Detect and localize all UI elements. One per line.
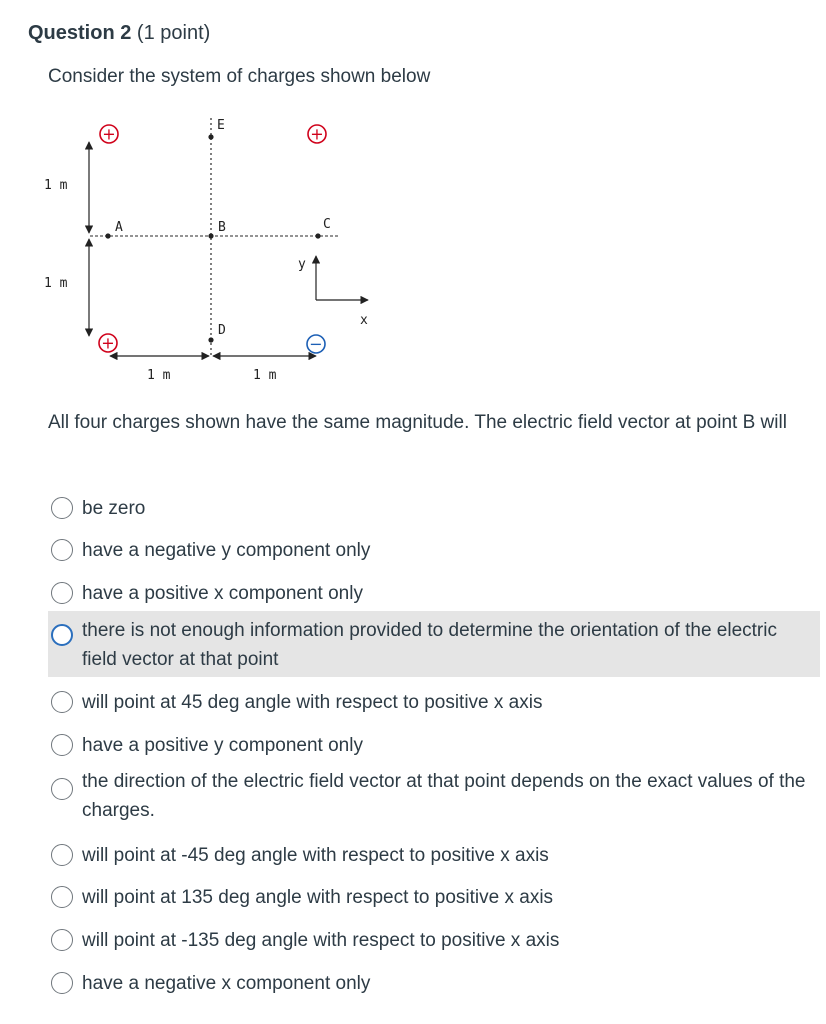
label-e: E [217,118,225,133]
answer-label[interactable]: there is not enough information provided to determine the orientation of the electric field vector at that point [82,620,777,670]
label-c: C [323,217,331,232]
radio-button[interactable] [51,929,73,951]
dim-label-left-top: 1 m [44,178,68,193]
charge-bottom-left [99,334,117,353]
dim-label-left-bottom: 1 m [44,276,68,291]
y-axis-label: y [298,257,306,272]
answer-option-4[interactable] [48,611,820,677]
question-number: Question 2 [28,22,132,44]
point-c-dot [315,233,320,238]
answer-option-1[interactable] [48,494,820,523]
point-e-dot [208,134,213,139]
answer-option-8[interactable] [48,841,820,870]
charge-bottom-right-sign: − [309,334,323,354]
radio-button[interactable] [51,844,73,866]
charge-top-right-sign: + [310,124,324,144]
radio-button[interactable] [51,886,73,908]
question-points: (1 point) [136,22,211,44]
answer-option-11[interactable] [48,969,820,998]
answer-label[interactable]: be zero [82,498,146,519]
answer-option-9[interactable] [48,883,820,912]
radio-button[interactable] [51,582,73,604]
radio-button[interactable] [51,972,73,994]
dim-label-bottom-left: 1 m [147,368,171,383]
radio-button[interactable] [51,778,73,800]
radio-button[interactable] [51,497,73,519]
radio-button[interactable] [51,734,73,756]
label-b: B [218,220,226,235]
answer-option-5[interactable] [48,688,820,717]
answer-label[interactable]: have a negative y component only [82,540,371,561]
answer-label[interactable]: will point at -45 deg angle with respect to positive x axis [82,845,549,866]
answer-option-7[interactable] [48,767,820,825]
charge-bottom-right [307,335,325,354]
charge-top-left-sign: + [102,124,116,144]
point-a-dot [105,233,110,238]
label-d: D [218,323,226,338]
answer-label[interactable]: have a positive x component only [82,583,363,604]
answer-label[interactable]: will point at -135 deg angle with respect to positive x axis [82,930,560,951]
answer-option-2[interactable] [48,536,820,565]
question-prompt: Consider the system of charges shown below [48,66,431,87]
x-axis-label: x [360,313,368,328]
answer-label[interactable]: the direction of the electric field vector at that point depends on the exact values of the charges. [82,771,806,821]
answer-label[interactable]: have a negative x component only [82,973,371,994]
answer-label[interactable]: have a positive y component only [82,735,363,756]
answer-option-10[interactable] [48,926,820,955]
charge-diagram [0,0,826,400]
answer-option-3[interactable] [48,579,820,608]
point-d-dot [208,337,213,342]
answer-option-6[interactable] [48,731,820,760]
question-stem: All four charges shown have the same magnitude. The electric field vector at point B will [48,412,787,433]
dim-label-bottom-right: 1 m [253,368,277,383]
radio-button[interactable] [51,624,73,646]
answer-label[interactable]: will point at 45 deg angle with respect to positive x axis [82,692,543,713]
radio-button[interactable] [51,691,73,713]
radio-button[interactable] [51,539,73,561]
charge-top-left [100,125,118,144]
label-a: A [115,220,123,235]
point-b-dot [208,233,213,238]
charge-bottom-left-sign: + [101,333,115,353]
answer-label[interactable]: will point at 135 deg angle with respect to positive x axis [82,887,554,908]
charge-top-right [308,125,326,144]
